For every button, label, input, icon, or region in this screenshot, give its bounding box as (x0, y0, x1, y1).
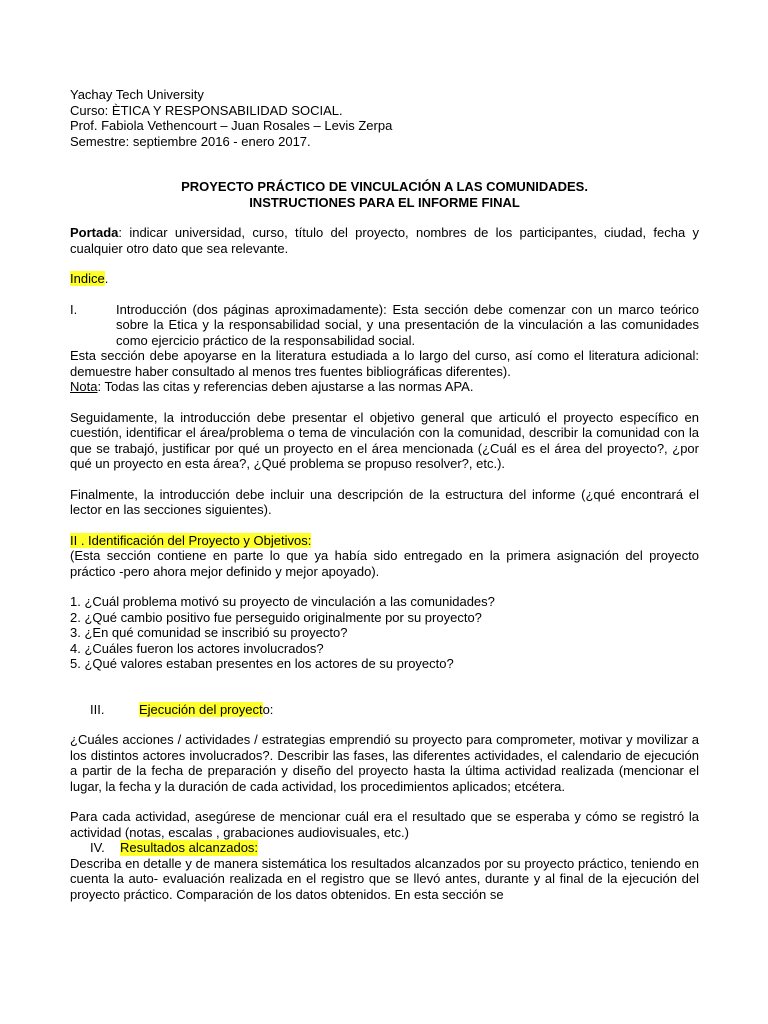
portada-paragraph (70, 225, 699, 256)
document-header (70, 87, 699, 149)
indice-label: Indice (70, 271, 105, 286)
indice-paragraph (70, 271, 699, 287)
section-1-number: I. (70, 301, 78, 317)
section-4-number: IV. (90, 840, 105, 855)
list-item: 5. ¿Qué valores estaban presentes en los actores de su proyecto? (70, 656, 454, 671)
nota-text: : Todas las citas y referencias deben ajustarse a las normas APA. (97, 379, 474, 394)
title-line-2: INSTRUCTIONES PARA EL INFORME FINAL (249, 194, 520, 210)
section-2-intro: (Esta sección contiene en parte lo que ya había sido entregado en la primera asignación del proyecto práctico -pero ahora mejor definido y mejor apoyado). (70, 548, 699, 579)
section-1-text: Introducción (dos páginas aproximadamente): Esta sección debe comenzar con un marco teórico sobre la Etica y la responsabilidad social, y una presentación de la vinculación a las comunidades como ejercicio práctico de la responsabilidad social. (116, 301, 699, 348)
section-2-question-list (70, 594, 699, 672)
title-line-1: PROYECTO PRÁCTICO DE VINCULACIÓN A LAS COMUNIDADES. (181, 179, 588, 194)
section-4-heading-text: Resultados alcanzados: (120, 840, 259, 855)
section-3-heading-highlight: Ejecución del proyect (139, 701, 263, 717)
document-title (70, 179, 699, 210)
course-line: Curso: ÈTICA Y RESPONSABILIDAD SOCIAL. (70, 102, 343, 118)
section-1-heading (70, 302, 699, 349)
nota-paragraph (70, 379, 699, 395)
portada-text: : indicar universidad, curso, título del proyecto, nombres de los participantes, ciudad, fecha y cualquier otro dato que sea relevante. (70, 225, 699, 256)
section-1-paragraph-2: Seguidamente, la introducción debe presentar el objetivo general que articuló el proyecto específico en cuestión, identificar el área/problema o tema de vinculación con la comunidad, describir la comunidad con la que se trabajó, justificar por qué un proyecto en el área mencionada (¿Cuál es el área del proyecto?, ¿por qué un proyecto en esta área?, ¿Qué problema se propuso resolver?, etc.). (70, 409, 699, 471)
section-3-paragraph-2: Para cada actividad, asegúrese de mencionar cuál era el resultado que se esperaba y cómo se registró la actividad (notas, escalas , grabaciones audiovisuales, etc.) (70, 809, 699, 840)
list-item: 4. ¿Cuáles fueron los actores involucrados? (70, 640, 324, 656)
section-4-heading (70, 840, 699, 856)
section-3-heading-rest: o: (262, 701, 274, 717)
section-2-heading: II . Identificación del Proyecto y Objetivos: (70, 532, 312, 548)
section-1-paragraph-1: Esta sección debe apoyarse en la literatura estudiada a lo largo del curso, así como el literatura adicional: demuestre haber consultado al menos tres fuentes bibliográficas diferentes). (70, 348, 699, 379)
section-3-number: III. (90, 701, 105, 717)
section-4-paragraph-1: Describa en detalle y de manera sistemática los resultados alcanzados por su proyecto práctico, teniendo en cuenta la auto- evaluación realizada en el registro que se llevó antes, durante y al final de la ejecución del proyecto práctico. Comparación de los datos obtenidos. En esta sección se (70, 855, 699, 902)
nota-label: Nota (70, 379, 98, 394)
indice-suffix: . (104, 271, 109, 286)
portada-label: Portada (70, 225, 119, 240)
section-2-heading-line (70, 533, 699, 549)
university-line: Yachay Tech University (70, 87, 204, 102)
section-1-paragraph-3: Finalmente, la introducción debe incluir una descripción de la estructura del informe (¿qué encontrará el lector en las secciones siguientes). (70, 486, 699, 517)
section-3-paragraph-1: ¿Cuáles acciones / actividades / estrategias emprendió su proyecto para comprometer, motivar y movilizar a los distintos actores involucrados?. Describir las fases, las diferentes actividades, el calendario de ejecución a partir de la fecha de preparación y diseño del proyecto hasta la última actividad realizada (mencionar el lugar, la fecha y la duración de cada actividad, los procedimientos aplicados; etcétera. (70, 732, 699, 794)
semester-line: Semestre: septiembre 2016 - enero 2017. (70, 133, 311, 149)
list-item: 2. ¿Qué cambio positivo fue perseguido originalmente por su proyecto? (70, 609, 482, 625)
document-page (70, 87, 699, 902)
professors-line: Prof. Fabiola Vethencourt – Juan Rosales – Levis Zerpa (70, 118, 393, 133)
section-3-heading (70, 702, 699, 718)
list-item: 1. ¿Cuál problema motivó su proyecto de vinculación a las comunidades? (70, 594, 495, 609)
list-item: 3. ¿En qué comunidad se inscribió su proyecto? (70, 625, 348, 640)
